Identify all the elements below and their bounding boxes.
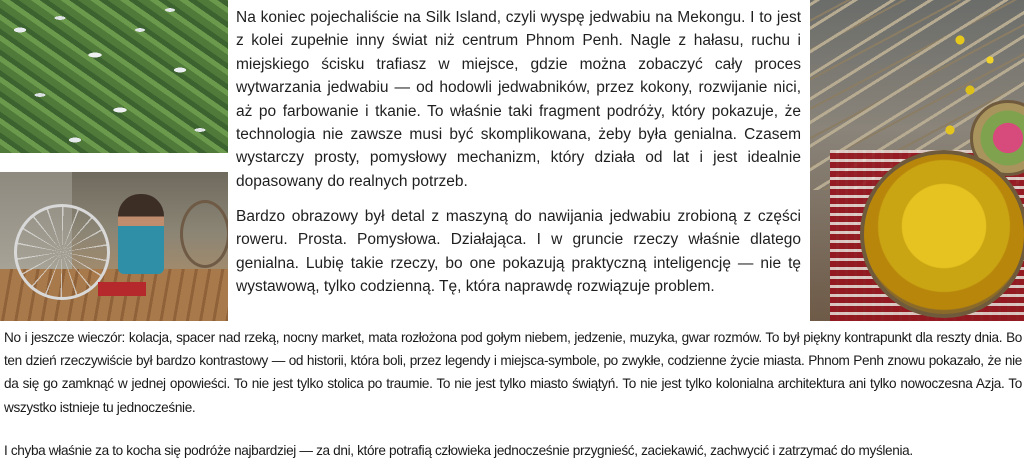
paragraph-silk-island-text: Na koniec pojechaliście na Silk Island, czyli wyspę jedwabiu na Mekongu. I to jest z kolei zupełnie inny świat niż centrum Phnom Penh. Nagle z hałasu, ruchu i miejskiego ścisku trafiasz w miejsce, gdzie można zobaczyć cały proces wytwarzania jedwabiu — od hodowli jedwabników, przez kokony, rozwijanie nici, aż po farbowanie i tkanie. To właśnie taki fragment podróży, który pokazuje, że technologia nie zawsze musi być skomplikowana, żeby była genialna. Czasem wystarczy prosty, pomysłowy mechanizm, który działa od lat i jest idealnie dopasowany do realnych potrzeb. (236, 9, 801, 190)
paragraph-bicycle-machine-text: Bardzo obrazowy był detal z maszyną do nawijania jedwabiu zrobioną z części roweru. Prosta. Pomysłowa. Działająca. I w gruncie rzeczy właśnie dlatego genialna. Lubię takie rzeczy, bo one pokazują praktyczną inteligencję — nie tę wystawową, tylko codzienną. Tę, która naprawdę rozwiązuje problem. (236, 208, 801, 296)
yellow-silk-basket (860, 150, 1024, 318)
silk-winding-bicycle-wheel-photo (0, 172, 228, 321)
paragraph-closing-text: I chyba właśnie za to kocha się podróże najbardziej — za dni, które potrafią człowieka jednocześnie przygnieść, zaciekawić, zachwycić i zatrzymać do myślenia. (4, 443, 913, 458)
paragraph-closing (4, 439, 1022, 462)
bicycle-wheel-shape (14, 204, 110, 300)
silkworms-photo (0, 0, 228, 153)
woman-figure (118, 194, 164, 274)
paragraph-evening (4, 326, 1022, 419)
paragraph-bicycle-machine (236, 205, 801, 299)
yellow-silk-basket-photo (810, 0, 1024, 321)
paragraph-evening-text: No i jeszcze wieczór: kolacja, spacer nad rzeką, nocny market, mata rozłożona pod gołym niebem, jedzenie, muzyka, gwar rozmów. To był piękny kontrapunkt dla reszty dnia. Bo ten dzień rzeczywiście był bardzo kontrastowy — od historii, która boli, przez legendy i miejsca-symbole, po zwykłe, codzienne życie miasta. Phnom Penh znowu pokazało, że nie da się go zamknąć w jednej opowieści. To nie jest tylko stolica po traumie. To nie jest tylko miasto świątyń. To nie jest tylko kolonialna architektura ani tylko nowoczesna Azja. To wszystko istnieje tu jednocześnie. (4, 330, 1022, 415)
spinning-wheel-shape (180, 200, 228, 268)
paragraph-silk-island (236, 6, 801, 193)
red-tray-shape (98, 282, 146, 296)
